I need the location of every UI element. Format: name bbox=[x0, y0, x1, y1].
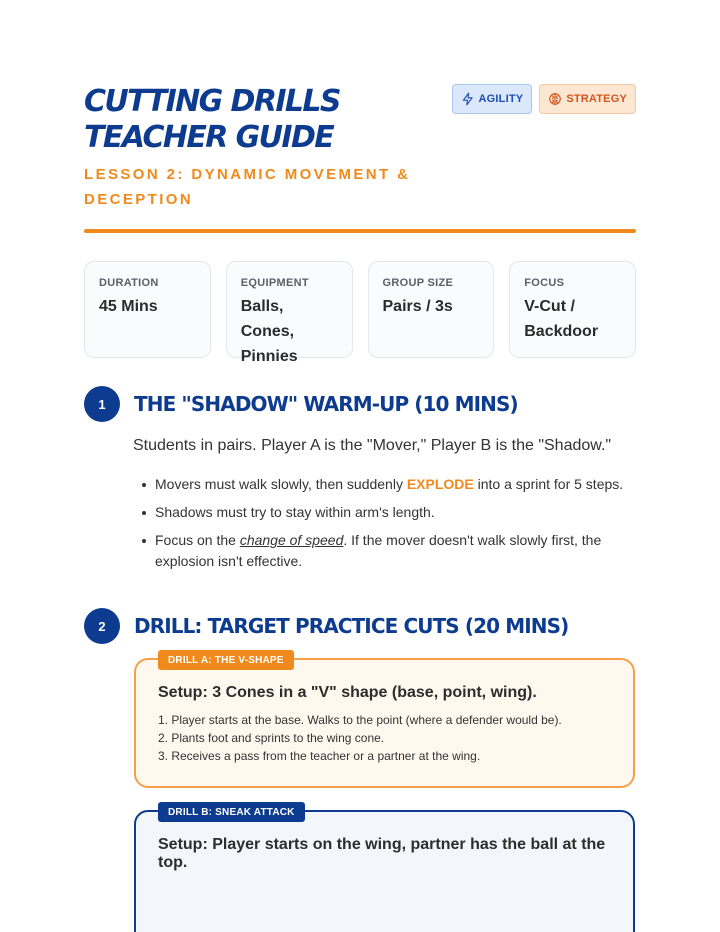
subtitle-line-2: DECEPTION bbox=[84, 191, 194, 208]
warmup-bullet-list bbox=[155, 474, 635, 579]
stat-value-line: Pairs / 3s bbox=[382, 298, 453, 315]
stat-value bbox=[241, 294, 338, 369]
stat-label: FOCUS bbox=[524, 277, 565, 289]
strategy-badge-label: STRATEGY bbox=[566, 93, 627, 105]
bullet-text: Movers must walk slowly, then suddenly bbox=[155, 476, 407, 492]
section-title: THE "SHADOW" WARM-UP (10 MINS) bbox=[134, 392, 518, 416]
drill-steps bbox=[158, 711, 611, 765]
bullet-text: Focus on the bbox=[155, 532, 240, 548]
drill-setup: Setup: 3 Cones in a "V" shape (base, point, wing). bbox=[158, 684, 537, 701]
section-1-heading bbox=[84, 386, 518, 422]
stat-value bbox=[383, 294, 480, 319]
stat-value bbox=[524, 294, 621, 344]
lesson-subtitle bbox=[84, 162, 414, 212]
stat-card-group-size bbox=[368, 261, 495, 358]
stat-value-line: Backdoor bbox=[524, 323, 599, 340]
bullet-text: into a sprint for 5 steps. bbox=[473, 476, 624, 492]
highlight-text: EXPLODE bbox=[406, 476, 474, 492]
emphasis-text: change of speed bbox=[239, 532, 344, 548]
section-number-badge: 1 bbox=[84, 386, 120, 422]
drill-tag: DRILL B: SNEAK ATTACK bbox=[158, 802, 305, 822]
section-title: DRILL: TARGET PRACTICE CUTS (20 MINS) bbox=[134, 614, 569, 638]
drill-step: 1. Player starts at the base. Walks to the point (where a defender would be). bbox=[158, 713, 562, 727]
drill-tag: DRILL A: THE V-SHAPE bbox=[158, 650, 294, 670]
header bbox=[84, 84, 636, 212]
drill-step: 3. Receives a pass from the teacher or a partner at the wing. bbox=[158, 749, 481, 763]
strategy-badge bbox=[539, 84, 636, 114]
drill-b-card bbox=[134, 806, 635, 932]
page-title bbox=[84, 84, 414, 156]
stat-value-line: Pinnies bbox=[240, 348, 298, 365]
bullet-text: Shadows must try to stay within arm's length. bbox=[155, 504, 435, 520]
stat-card-equipment bbox=[226, 261, 353, 365]
stat-value-line: Balls, Cones, bbox=[240, 298, 295, 340]
bullet-text: . If the mover doesn't walk slowly first, the explosion isn't effective. bbox=[155, 532, 602, 569]
stat-card-duration bbox=[84, 261, 211, 358]
header-divider bbox=[84, 229, 636, 233]
title-line-2: TEACHER GUIDE bbox=[84, 120, 334, 155]
tag-badges bbox=[452, 84, 636, 114]
stat-value-line: V-Cut / bbox=[524, 298, 575, 315]
title-line-1: CUTTING DRILLS bbox=[84, 84, 340, 119]
drill-setup: Setup: Player starts on the wing, partner has the ball at the top. bbox=[158, 836, 606, 871]
drill-a-card bbox=[134, 654, 635, 788]
agility-badge-label: AGILITY bbox=[478, 93, 524, 105]
drill-step: 2. Plants foot and sprints to the wing cone. bbox=[158, 731, 385, 745]
agility-badge bbox=[452, 84, 533, 114]
lesson-stats bbox=[84, 261, 636, 365]
stat-label: EQUIPMENT bbox=[240, 277, 309, 289]
lightning-icon bbox=[461, 92, 475, 106]
subtitle-line-1: LESSON 2: DYNAMIC MOVEMENT & bbox=[84, 166, 411, 183]
section-number-badge: 2 bbox=[84, 608, 120, 644]
brain-icon bbox=[548, 92, 562, 106]
list-item bbox=[155, 502, 635, 523]
list-item bbox=[155, 530, 635, 572]
section-2-heading bbox=[84, 608, 568, 644]
list-item bbox=[155, 474, 635, 495]
stat-value bbox=[99, 294, 196, 319]
stat-label: DURATION bbox=[99, 277, 159, 289]
stat-value-line: 45 Mins bbox=[99, 298, 158, 315]
stat-label: GROUP SIZE bbox=[382, 277, 454, 289]
stat-card-focus bbox=[509, 261, 636, 358]
section-intro: Students in pairs. Player A is the "Mover," Player B is the "Shadow." bbox=[133, 437, 612, 454]
